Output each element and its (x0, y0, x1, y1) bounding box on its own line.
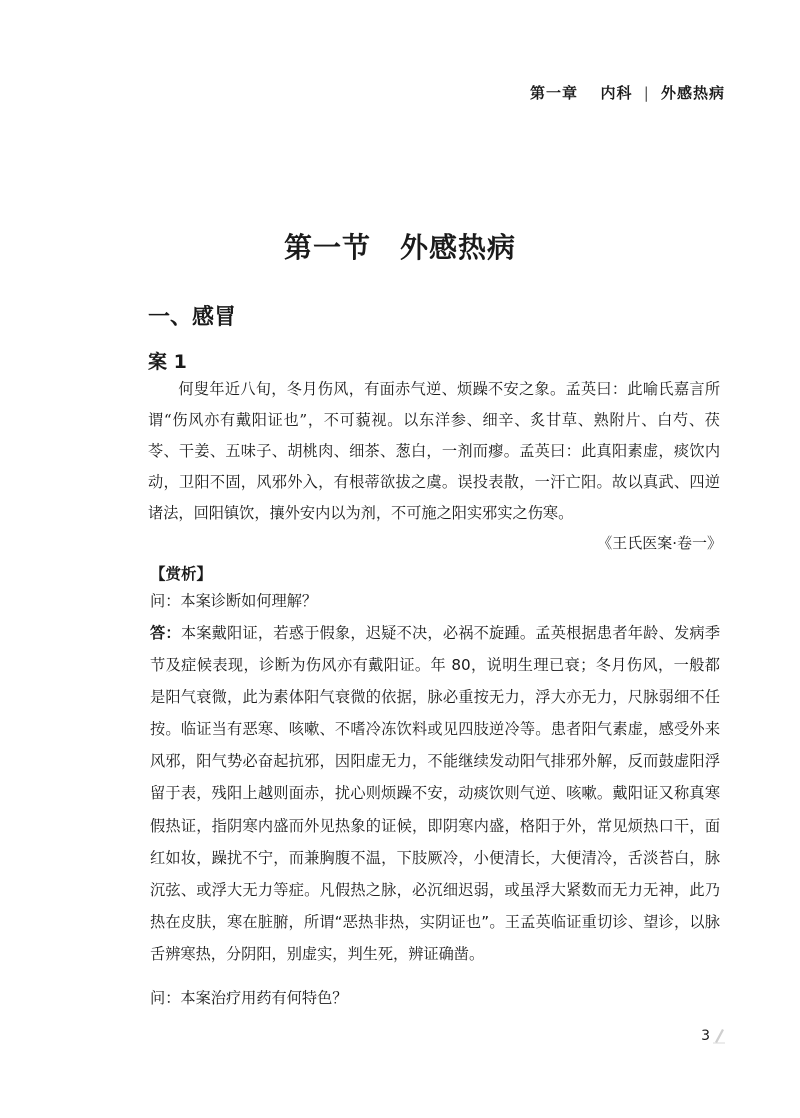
case-text: 何叟年近八旬，冬月伤风，有面赤气逆、烦躁不安之象。孟英曰：此喻氏嘉言所谓“伤风亦有戴阳证也”，不可藐视。以东洋参、细辛、炙甘草、熟附片、白芍、茯苓、干姜、五味子、胡桃肉、细茶、葱白，一剂而瘳。孟英曰：此真阳素虚，痰饮内动，卫阳不固，风邪外入，有根蒂欲拔之虞。误投表散，一汗亡阳。故以真武、四逆诸法，回阳镇饮，攘外安内以为剂，不可施之阳实邪实之伤寒。 (148, 380, 720, 522)
question-2: 问：本案治疗用药有何特色？ (150, 989, 348, 1007)
running-head-divider: | (643, 84, 650, 102)
case-source: 《王氏医案·卷一》 (597, 534, 722, 552)
running-head-section: 内科 (600, 84, 633, 102)
running-head-topic: 外感热病 (660, 84, 725, 102)
running-head (530, 82, 725, 103)
answer-paragraph (150, 617, 720, 970)
answer-label: 答： (150, 624, 181, 642)
subsection-title: 一、感冒 (148, 305, 237, 330)
question-1: 问：本案诊断如何理解？ (150, 592, 318, 610)
running-head-chapter: 第一章 (529, 84, 578, 102)
case-title: 案 1 (148, 351, 187, 373)
appraisal-label: 【赏析】 (150, 565, 213, 583)
section-title: 第一节 外感热病 (283, 231, 516, 264)
page-ornament-icon (712, 1026, 726, 1044)
page-number: 3 (701, 1028, 710, 1044)
answer-text: 本案戴阳证，若惑于假象，迟疑不决，必祸不旋踵。孟英根据患者年龄、发病季节及症候表现，诊断为伤风亦有戴阳证。年 80，说明生理已衰；冬月伤风，一般都是阳气衰微，此为素体阳气衰微的依据，脉必重按无力，浮大亦无力，尺脉弱细不任按。临证当有恶寒、咳嗽、不嗜冷冻饮料或见四肢逆冷等。患者阳气素虚，感受外来风邪，阳气势必奋起抗邪，因阳虚无力，不能继续发动阳气排邪外解，反而鼓虚阳浮留于表，残阳上越则面赤，扰心则烦躁不安，动痰饮则气逆、咳嗽。戴阳证又称真寒假热证，指阴寒内盛而外见热象的证候，即阴寒内盛，格阳于外，常见烦热口干，面红如妆，躁扰不宁，而兼胸腹不温，下肢厥冷，小便清长，大便清冷，舌淡苔白，脉沉弦、或浮大无力等症。凡假热之脉，必沉细迟弱，或虽浮大紧数而无力无神，此乃热在皮肤，寒在脏腑，所谓“恶热非热，实阴证也”。王孟英临证重切诊、望诊，以脉舌辨寒热，分阴阳，别虚实，判生死，辨证确凿。 (150, 624, 721, 963)
